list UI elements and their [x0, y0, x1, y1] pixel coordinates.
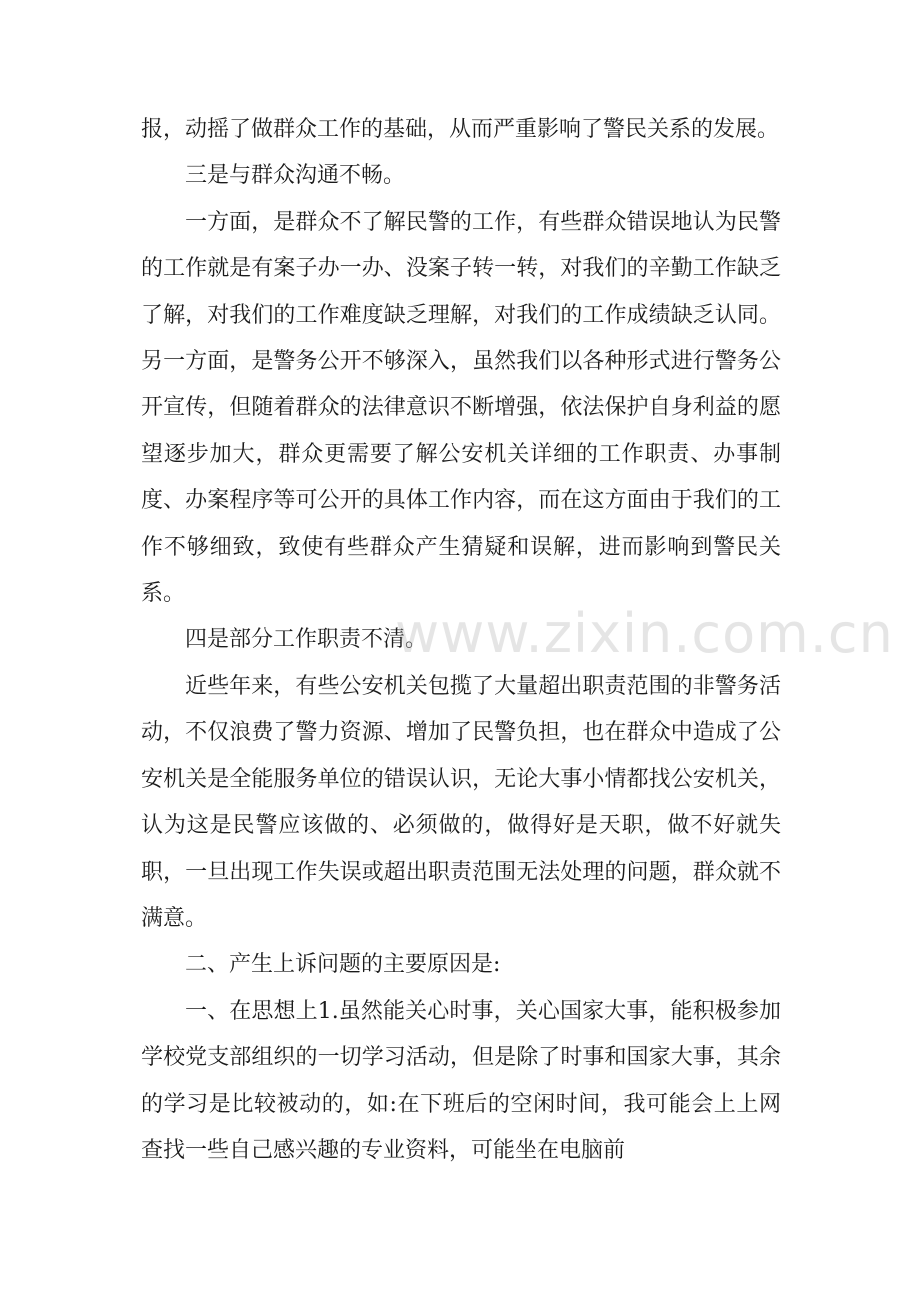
paragraph-7: 一、在思想上1.虽然能关心时事，关心国家大事，能积极参加学校党支部组织的一切学习活动，但是除了时事和国家大事，其余的学习是比较被动的，如:在下班后的空闲时间，我可能会上上网查找一些自己感兴趣的专业资料，可能坐在电脑前: [141, 998, 781, 1163]
paragraph-5: 近些年来，有些公安机关包揽了大量超出职责范围的非警务活动，不仅浪费了警力资源、增加了民警负担，也在群众中造成了公安机关是全能服务单位的错误认识，无论大事小情都找公安机关，认为这是民警应该做的、必须做的，做得好是天职，做不好就失职，一旦出现工作失误或超出职责范围无法处理的问题，群众就不满意。: [141, 673, 781, 931]
paragraph-1: 报，动摇了做群众工作的基础，从而严重影响了警民关系的发展。: [141, 117, 780, 142]
paragraph-3: 一方面，是群众不了解民警的工作，有些群众错误地认为民警的工作就是有案子办一办、没案子转一转，对我们的辛勤工作缺乏了解，对我们的工作难度缺乏理解，对我们的工作成绩缺乏认同。另一方面，是警务公开不够深入，虽然我们以各种形式进行警务公开宣传，但随着群众的法律意识不断增强，依法保护自身利益的愿望逐步加大，群众更需要了解公安机关详细的工作职责、办事制度、办案程序等可公开的具体工作内容，而在这方面由于我们的工作不够细致，致使有些群众产生猜疑和误解，进而影响到警民关系。: [141, 209, 781, 607]
document-body: [141, 107, 781, 1174]
paragraph-6: 二、产生上诉问题的主要原因是:: [185, 952, 501, 978]
paragraph-4: 四是部分工作职责不清。: [185, 627, 428, 653]
paragraph-2: 三是与群众沟通不畅。: [185, 163, 406, 189]
watermark: www.zixin.com.cn: [395, 602, 894, 665]
